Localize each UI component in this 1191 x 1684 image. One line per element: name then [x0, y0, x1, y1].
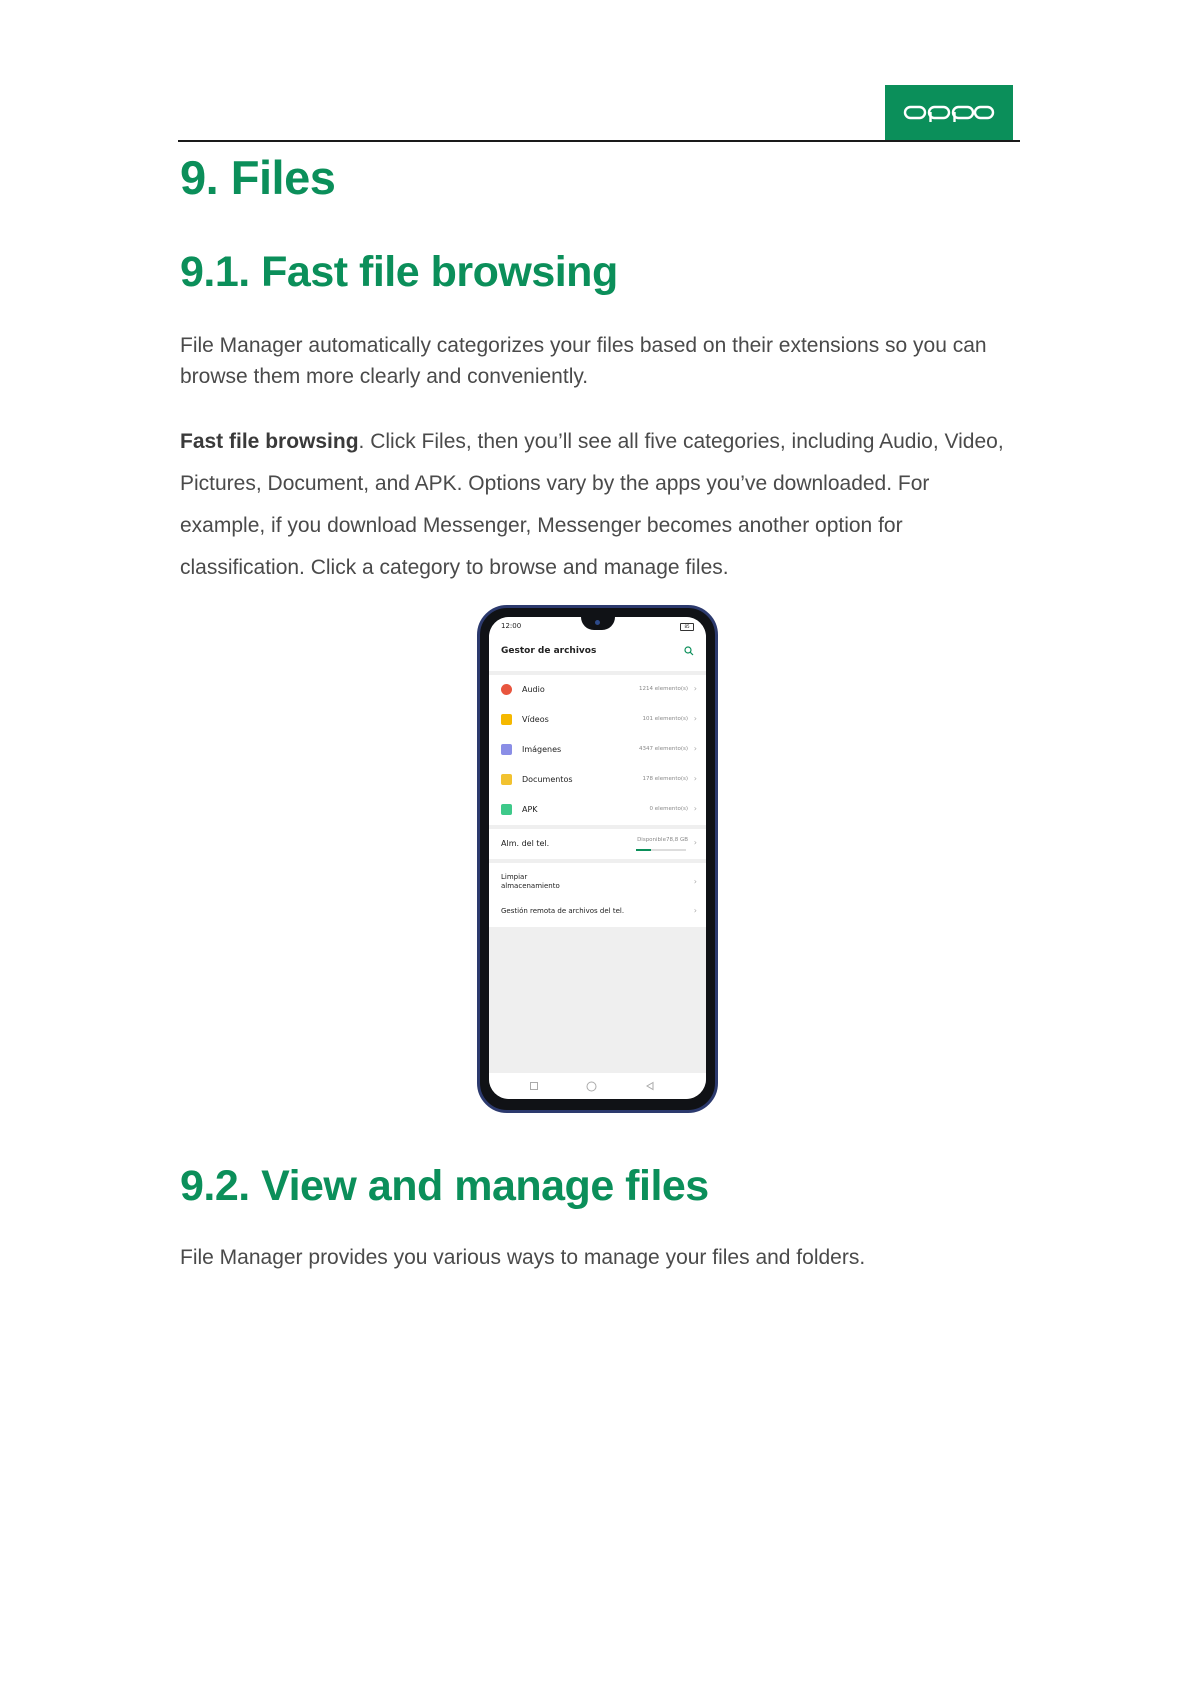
power-button [715, 778, 718, 818]
category-row-videos[interactable] [489, 705, 706, 735]
category-count: 1214 elemento(s) [639, 686, 688, 692]
category-list [489, 675, 706, 825]
intro-paragraph: File Manager automatically categorizes your files based on their extensions so you can browse them more clearly and conveniently. [180, 334, 987, 388]
category-label: APK [522, 805, 538, 814]
tools-list [489, 863, 706, 927]
fast-browsing-lead: Fast file browsing [180, 430, 359, 453]
image-icon [501, 744, 512, 755]
home-icon[interactable] [586, 1081, 597, 1092]
search-icon[interactable] [684, 646, 694, 656]
category-row-images[interactable] [489, 735, 706, 765]
tool-label-line2: almacenamiento [501, 882, 560, 890]
back-icon[interactable] [645, 1081, 655, 1091]
tool-label-line1: Limpiar [501, 873, 528, 881]
oppo-logo [885, 85, 1013, 140]
section-title-view-manage: 9.2. View and manage files [180, 1162, 709, 1210]
front-camera [595, 620, 600, 625]
view-manage-paragraph: File Manager provides you various ways to manage your files and folders. [180, 1246, 866, 1269]
video-icon [501, 714, 512, 725]
category-label: Vídeos [522, 715, 549, 724]
category-label: Audio [522, 685, 545, 694]
volume-button [477, 790, 480, 824]
storage-label: Alm. del tel. [501, 839, 550, 848]
document-icon [501, 774, 512, 785]
chevron-right-icon: › [693, 804, 697, 813]
category-row-documents[interactable] [489, 765, 706, 795]
category-count: 4347 elemento(s) [639, 746, 688, 752]
fast-browsing-body: . Click Files, then you’ll see all five categories, including Audio, Video, Pictures, Document, and APK. Options vary by the apps you’ve downloaded. For example, if you download Messenger, Messenger becomes another option for classification. Click a category to browse and manage files. [180, 430, 1004, 579]
header-rule [178, 140, 1020, 142]
phone-screen [489, 617, 706, 1099]
remote-file-management-row[interactable] [489, 897, 706, 927]
storage-usage-fill [636, 849, 651, 851]
phone-storage-row[interactable] [489, 829, 706, 859]
battery-icon: 85 [680, 623, 694, 631]
app-title: Gestor de archivos [501, 646, 597, 656]
chevron-right-icon: › [693, 684, 697, 693]
category-label: Imágenes [522, 745, 562, 754]
category-count: 0 elemento(s) [649, 806, 688, 812]
tool-label: Gestión remota de archivos del tel. [501, 907, 625, 915]
recent-apps-icon[interactable] [529, 1081, 539, 1091]
chevron-right-icon: › [693, 906, 697, 915]
oppo-wordmark [903, 103, 995, 123]
chevron-right-icon: › [693, 714, 697, 723]
fast-browsing-paragraph [180, 421, 1020, 589]
audio-icon [501, 684, 512, 695]
category-row-apk[interactable] [489, 795, 706, 825]
phone-screenshot [477, 605, 718, 1113]
chapter-title: 9. Files [180, 151, 336, 204]
clean-storage-row[interactable] [489, 865, 706, 897]
volume-button [477, 748, 480, 782]
app-bar [489, 635, 706, 671]
status-time: 12:00 [501, 622, 522, 630]
chevron-right-icon: › [693, 877, 697, 886]
category-count: 101 elemento(s) [642, 716, 688, 722]
storage-available: Disponible78,8 GB [637, 837, 688, 843]
category-count: 178 elemento(s) [642, 776, 688, 782]
category-row-audio[interactable] [489, 675, 706, 705]
category-label: Documentos [522, 775, 573, 784]
tool-label [501, 873, 560, 891]
section-title-fast-browsing: 9.1. Fast file browsing [180, 248, 618, 296]
chevron-right-icon: › [693, 744, 697, 753]
chevron-right-icon: › [693, 838, 697, 847]
chevron-right-icon: › [693, 774, 697, 783]
storage-usage-bar [636, 849, 686, 851]
apk-icon [501, 804, 512, 815]
navigation-bar [489, 1073, 706, 1099]
